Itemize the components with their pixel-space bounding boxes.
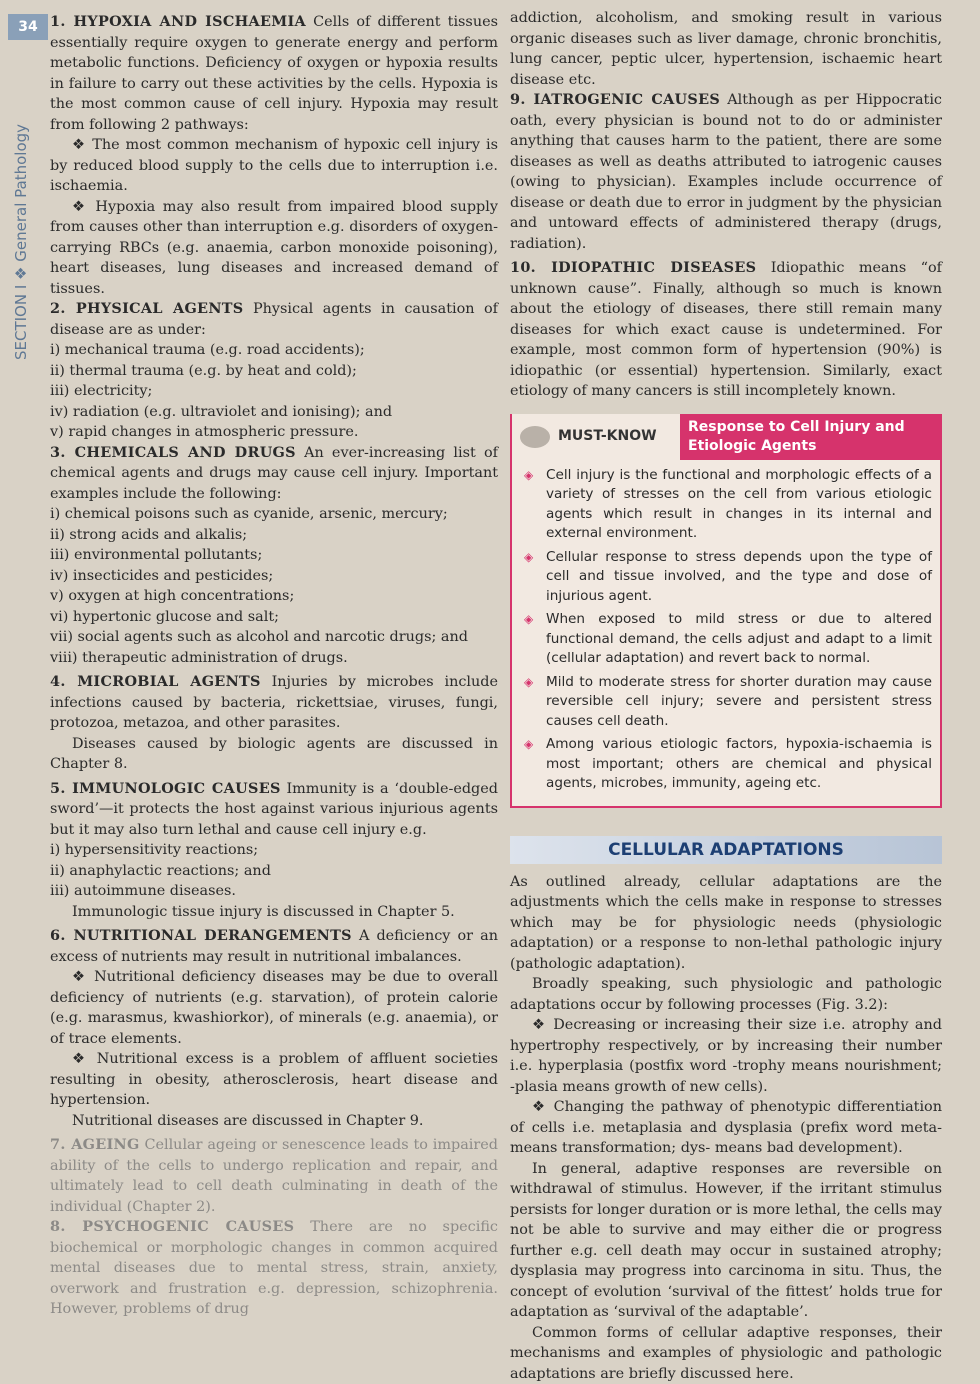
must-know-header xyxy=(512,414,940,460)
section-hypoxia xyxy=(50,12,498,135)
heading: 5. IMMUNOLOGIC CAUSES xyxy=(50,780,281,797)
section-iatrogenic xyxy=(510,90,942,254)
paragraph-text: Physical agents in causation of disease are as under: xyxy=(50,301,498,338)
paragraph-text: An ever-increasing list of chemical agents and drugs may cause cell injury. Important examples include the following: xyxy=(50,445,498,502)
must-know-label-area xyxy=(512,414,680,460)
heading: 3. CHEMICALS AND DRUGS xyxy=(50,444,296,461)
heading: 6. NUTRITIONAL DERANGEMENTS xyxy=(50,927,352,944)
heading: 4. MICROBIAL AGENTS xyxy=(50,673,261,690)
paragraph-text: Idiopathic means “of unknown cause”. Finally, although so much is known about the etiology of diseases, there still remain many diseases for which exact cause is undetermined. For example, most common form of hypertension (90%) is idiopathic (or essential) hypertension. Similarly, exact etiology of many cancers is still incompletely known. xyxy=(510,260,942,399)
list-item: ◈ When exposed to mild stress or due to altered functional demand, the cells adjust and adapt to a limit (cellular adaptation) and revert back to normal. xyxy=(522,610,932,669)
heading: 2. PHYSICAL AGENTS xyxy=(50,300,243,317)
immunologic-note: Immunologic tissue injury is discussed in Chapter 5. xyxy=(50,902,498,923)
list-item: ii) strong acids and alkalis; xyxy=(50,525,498,546)
processes-paragraph: Broadly speaking, such physiologic and pathologic adaptations occur by following processes (Fig. 3.2): xyxy=(510,974,942,1015)
list-item: ii) anaphylactic reactions; and xyxy=(50,861,498,882)
list-item: ◈ Cell injury is the functional and morphologic effects of a variety of stresses on the cell from various etiologic agents which result in changes in its internal and external environment. xyxy=(522,466,932,544)
section-microbial xyxy=(50,672,498,734)
must-know-label: MUST-KNOW xyxy=(558,427,657,447)
bullet-size-number: ❖ Decreasing or increasing their size i.e. atrophy and hypertrophy respectively, or by increasing their number i.e. hyperplasia (postfix word -trophy means nourishment; -plasia means growth of new cells). xyxy=(510,1015,942,1097)
adaptations-paragraph: As outlined already, cellular adaptations are the adjustments which the cells make in response to stresses which may be for physiologic needs (physiologic adaptation) or a response to non-lethal pathologic injury (pathologic adaptation). xyxy=(510,872,942,975)
section-physical xyxy=(50,299,498,340)
reversibility-paragraph: In general, adaptive responses are reversible on withdrawal of stimulus. However, if the irritant stimulus persists for longer duration or is more lethal, the cells may not be able to survive and may either die or progress further e.g. cell death may occur in sustained atrophy; dysplasia may progress into carcinoma in situ. Thus, the concept of evolution ‘survival of the fittest’ holds true for adaptation as ‘survival of the adaptable’. xyxy=(510,1159,942,1323)
list-item: vi) hypertonic glucose and salt; xyxy=(50,607,498,628)
microbial-note: Diseases caused by biologic agents are discussed in Chapter 8. xyxy=(50,734,498,775)
heading: 7. AGEING xyxy=(50,1136,140,1153)
paragraph-text: Although as per Hippocratic oath, every physician is bound not to do or administer anything that causes harm to the patient, there are some diseases as well as deaths attributed to iatrogenic causes (owing to physician). Examples include occurrence of disease or death due to error in judgment by the physician and untoward effects of administered therapy (drugs, radiation). xyxy=(510,92,942,252)
page-number: 34 xyxy=(8,14,48,40)
list-item: ◈ Mild to moderate stress for shorter duration may cause reversible cell injury; severe and persistent stress causes cell death. xyxy=(522,673,932,732)
nutritional-note: Nutritional diseases are discussed in Chapter 9. xyxy=(50,1111,498,1132)
list-item: v) rapid changes in atmospheric pressure. xyxy=(50,422,498,443)
physical-list xyxy=(50,340,498,443)
bullet-differentiation: ❖ Changing the pathway of phenotypic differentiation of cells i.e. metaplasia and dysplasia (prefix word meta- means transformation; dys- means bad development). xyxy=(510,1097,942,1159)
list-item: iv) radiation (e.g. ultraviolet and ionising); and xyxy=(50,402,498,423)
bullet-deficiency: ❖ Nutritional deficiency diseases may be due to overall deficiency of nutrients (e.g. starvation), of protein calorie (e.g. marasmus, kwashiorkor), of minerals (e.g. anaemia), or of trace elements. xyxy=(50,967,498,1049)
heading: 10. IDIOPATHIC DISEASES xyxy=(510,259,756,276)
list-item: i) chemical poisons such as cyanide, arsenic, mercury; xyxy=(50,504,498,525)
heading: 9. IATROGENIC CAUSES xyxy=(510,91,720,108)
section-idiopathic xyxy=(510,258,942,402)
list-item: ii) thermal trauma (e.g. by heat and cold); xyxy=(50,361,498,382)
section-title: CELLULAR ADAPTATIONS xyxy=(510,836,942,864)
paragraph-text: Cells of different tissues essentially require oxygen to generate energy and perform metabolic functions. Deficiency of oxygen or hypoxia results in failure to carry out these activities by the cells. Hypoxia is the most common cause of cell injury. Hypoxia may result from following 2 pathways: xyxy=(50,14,498,133)
list-item: i) hypersensitivity reactions; xyxy=(50,840,498,861)
section-chemicals xyxy=(50,443,498,505)
section-ageing xyxy=(50,1135,498,1217)
section-immunologic xyxy=(50,779,498,841)
list-item: v) oxygen at high concentrations; xyxy=(50,586,498,607)
paragraph-text: A deficiency or an excess of nutrients may result in nutritional imbalances. xyxy=(50,928,498,965)
right-column xyxy=(510,8,942,1384)
list-item: ◈ Cellular response to stress depends upon the type of cell and tissue involved, and the type and dose of injurious agent. xyxy=(522,548,932,607)
must-know-list xyxy=(512,460,940,806)
list-item: iii) environmental pollutants; xyxy=(50,545,498,566)
paragraph-text: Cellular ageing or senescence leads to impaired ability of the cells to undergo replication and repair, and ultimately lead to cell death culminating in death of the individual (Chapter 2). xyxy=(50,1137,498,1215)
section-psychogenic xyxy=(50,1217,498,1320)
list-item: vii) social agents such as alcohol and narcotic drugs; and xyxy=(50,627,498,648)
brain-icon xyxy=(520,426,550,448)
paragraph-text: Immunity is a ‘double-edged sword’—it protects the host against various injurious agents but it may also turn lethal and cause cell injury e.g. xyxy=(50,781,498,838)
paragraph-text: Injuries by microbes include infections caused by bacteria, rickettsiae, viruses, fungi, protozoa, metazoa, and other parasites. xyxy=(50,674,498,731)
common-forms-paragraph: Common forms of cellular adaptive responses, their mechanisms and examples of physiologic and pathologic adaptations are briefly discussed here. xyxy=(510,1323,942,1384)
heading: 8. PSYCHOGENIC CAUSES xyxy=(50,1218,294,1235)
left-column xyxy=(50,12,498,1320)
list-item: viii) therapeutic administration of drugs. xyxy=(50,648,498,669)
must-know-box xyxy=(510,414,942,808)
list-item: i) mechanical trauma (e.g. road accidents); xyxy=(50,340,498,361)
bullet-ischaemia: ❖ The most common mechanism of hypoxic cell injury is by reduced blood supply to the cells due to interruption i.e. ischaemia. xyxy=(50,135,498,197)
chemicals-list xyxy=(50,504,498,668)
list-item: ◈ Among various etiologic factors, hypoxia-ischaemia is most important; others are chemical and physical agents, microbes, immunity, ageing etc. xyxy=(522,735,932,794)
list-item: iii) autoimmune diseases. xyxy=(50,881,498,902)
must-know-title: Response to Cell Injury and Etiologic Agents xyxy=(680,414,940,460)
bullet-impaired-supply: ❖ Hypoxia may also result from impaired blood supply from causes other than interruption e.g. disorders of oxygen-carrying RBCs (e.g. anaemia, carbon monoxide poisoning), heart diseases, lung diseases and increased demand of tissues. xyxy=(50,197,498,300)
bullet-excess: ❖ Nutritional excess is a problem of affluent societies resulting in obesity, atherosclerosis, heart disease and hypertension. xyxy=(50,1049,498,1111)
heading: 1. HYPOXIA AND ISCHAEMIA xyxy=(50,13,306,30)
list-item: iv) insecticides and pesticides; xyxy=(50,566,498,587)
paragraph-text: There are no specific biochemical or morphologic changes in common acquired mental diseases due to mental stress, strain, anxiety, overwork and frustration e.g. depression, schizophrenia. However, problems of drug xyxy=(50,1219,498,1317)
continued-paragraph: addiction, alcoholism, and smoking result in various organic diseases such as liver damage, chronic bronchitis, lung cancer, peptic ulcer, hypertension, ischaemic heart disease etc. xyxy=(510,8,942,90)
section-nutritional xyxy=(50,926,498,967)
immunologic-list xyxy=(50,840,498,902)
section-side-label: SECTION I ❖ General Pathology xyxy=(12,20,30,360)
list-item: iii) electricity; xyxy=(50,381,498,402)
